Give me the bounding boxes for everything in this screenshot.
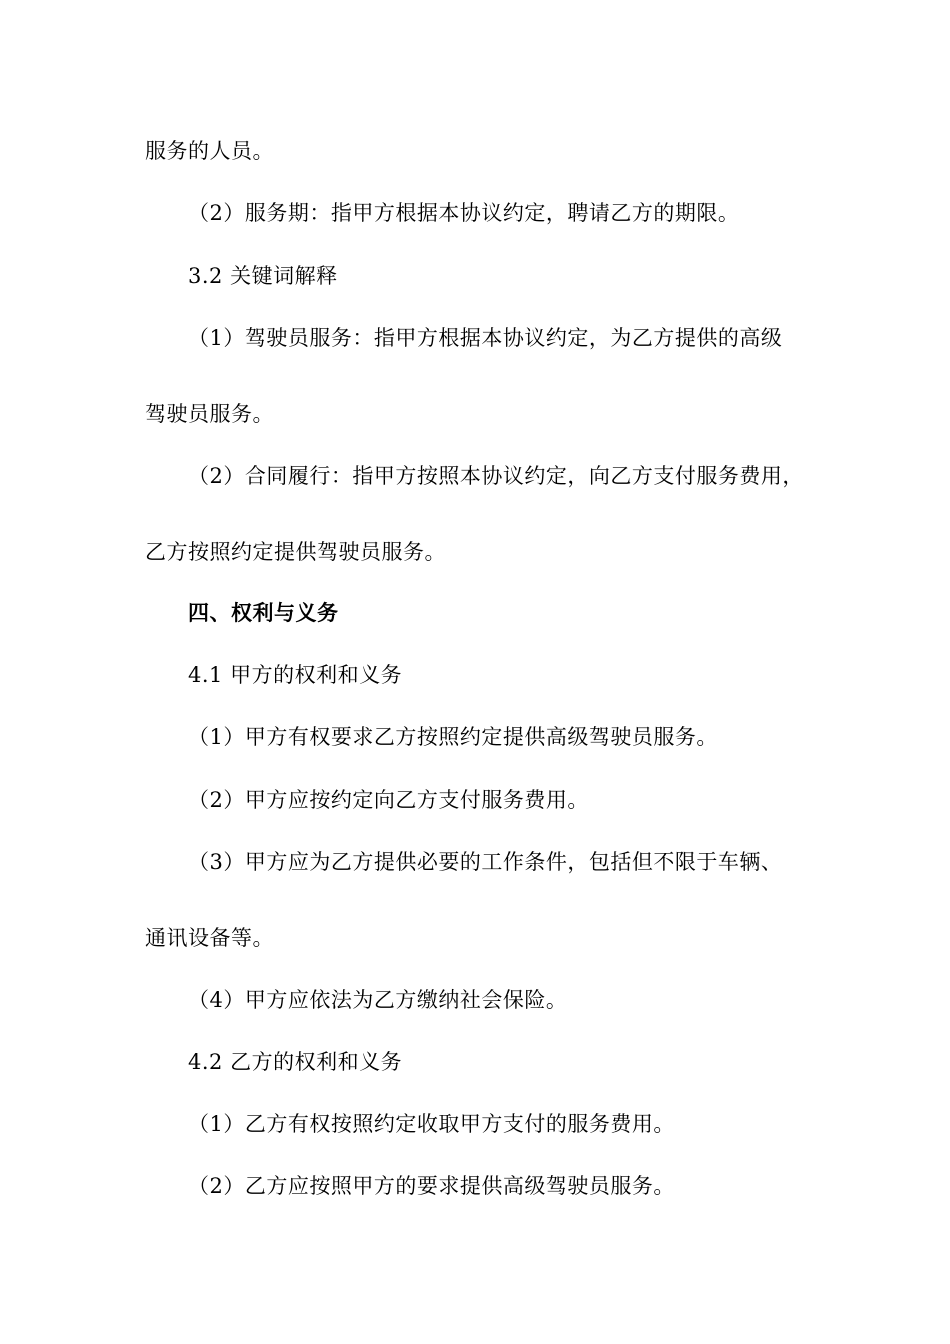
paragraph-line: 驾驶员服务。 <box>145 402 274 426</box>
paragraph-line: （1）驾驶员服务：指甲方根据本协议约定，为乙方提供的高级 <box>188 326 783 350</box>
subsection-heading: 4.1 甲方的权利和义务 <box>188 663 403 687</box>
paragraph-line: 服务的人员。 <box>145 139 274 163</box>
section-heading: 四、权利与义务 <box>188 600 339 625</box>
paragraph-line: （2）合同履行：指甲方按照本协议约定，向乙方支付服务费用， <box>188 464 804 488</box>
paragraph-line: （2）服务期：指甲方根据本协议约定，聘请乙方的期限。 <box>188 201 740 225</box>
paragraph-line: （2）甲方应按约定向乙方支付服务费用。 <box>188 788 589 812</box>
subsection-heading: 3.2 关键词解释 <box>188 264 338 288</box>
paragraph-line: 通讯设备等。 <box>145 926 274 950</box>
paragraph-line: （4）甲方应依法为乙方缴纳社会保险。 <box>188 988 568 1012</box>
paragraph-line: 乙方按照约定提供驾驶员服务。 <box>145 540 446 564</box>
paragraph-line: （3）甲方应为乙方提供必要的工作条件，包括但不限于车辆、 <box>188 850 783 874</box>
paragraph-line: （2）乙方应按照甲方的要求提供高级驾驶员服务。 <box>188 1174 675 1198</box>
paragraph-line: （1）乙方有权按照约定收取甲方支付的服务费用。 <box>188 1112 675 1136</box>
subsection-heading: 4.2 乙方的权利和义务 <box>188 1050 403 1074</box>
paragraph-line: （1）甲方有权要求乙方按照约定提供高级驾驶员服务。 <box>188 725 718 749</box>
